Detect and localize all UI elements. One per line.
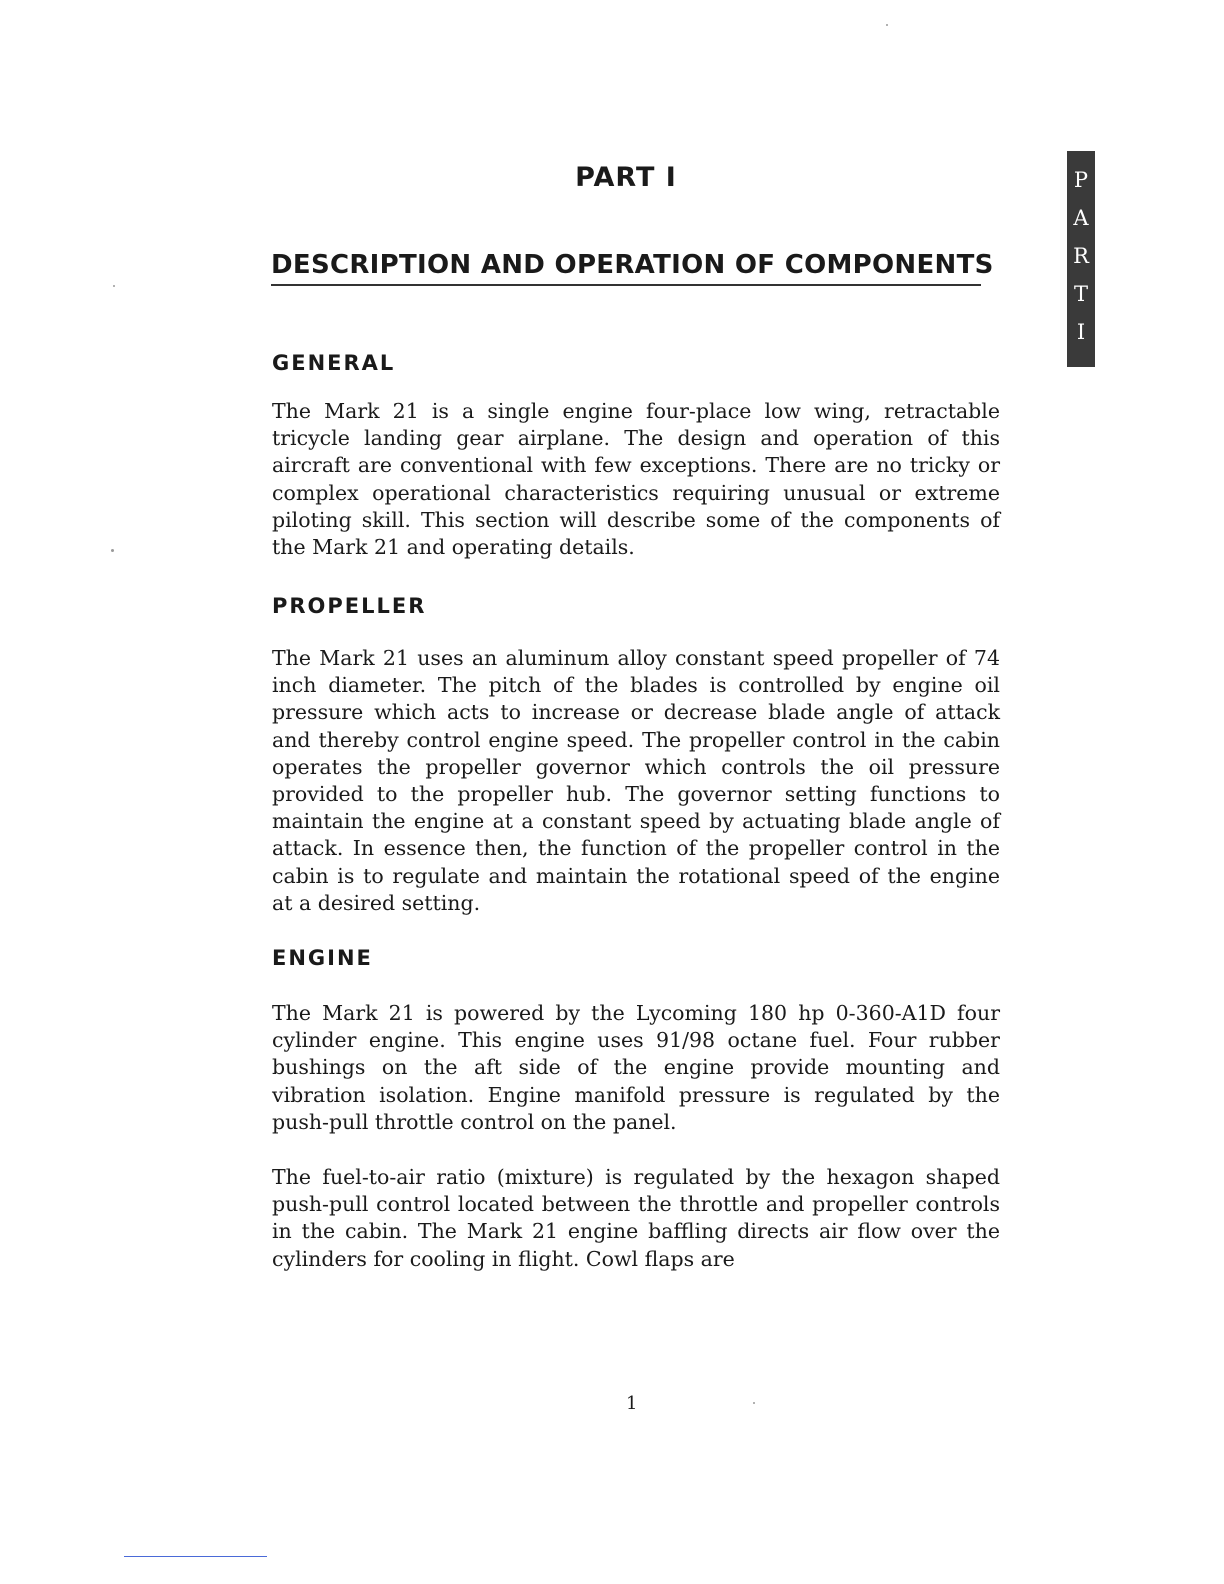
section-heading-engine: ENGINE bbox=[272, 946, 373, 970]
tab-letter: A bbox=[1073, 206, 1089, 230]
part-title: PART I bbox=[575, 162, 677, 193]
paragraph-propeller: The Mark 21 uses an aluminum alloy constant speed propeller of 74 inch diameter. The pitch of the blades is controlled by engine oil pressure which acts to increase or decrease blade angle of attack and thereby control engine speed. The propeller control in the cabin operates the propeller governor which controls the oil pressure provided to the propeller hub. The governor setting functions to maintain the engine at a constant speed by actuating blade angle of attack. In essence then, the function of the propeller control in the cabin is to regulate and maintain the rotational speed of the engine at a desired setting. bbox=[272, 646, 1000, 915]
footer-rule bbox=[124, 1556, 267, 1557]
paragraph-general: The Mark 21 is a single engine four-place low wing, retractable tricycle landing gear airplane. The design and operation of this aircraft are conventional with few exceptions. There are no tricky or complex operational characteristics requiring unusual or extreme piloting skill. This section will describe some of the components of the Mark 21 and operating details. bbox=[272, 399, 1000, 560]
section-heading-general: GENERAL bbox=[272, 351, 396, 375]
tab-letter: T bbox=[1073, 282, 1088, 306]
page-number: 1 bbox=[626, 1393, 638, 1414]
main-heading: DESCRIPTION AND OPERATION OF COMPONENTS bbox=[271, 250, 981, 286]
tab-letter: I bbox=[1076, 320, 1086, 344]
tab-letter: P bbox=[1073, 168, 1089, 192]
scan-speck bbox=[111, 549, 114, 552]
section-heading-propeller: PROPELLER bbox=[272, 594, 427, 618]
scan-speck bbox=[113, 285, 115, 287]
paragraph-engine-2: The fuel-to-air ratio (mixture) is regulated by the hexagon shaped push-pull control located between the throttle and propeller controls in the cabin. The Mark 21 engine baffling directs air flow over the cylinders for cooling in flight. Cowl flaps are bbox=[272, 1165, 1000, 1271]
paragraph-engine-1: The Mark 21 is powered by the Lycoming 180 hp 0-360-A1D four cylinder engine. This engine uses 91/98 octane fuel. Four rubber bushings on the aft side of the engine provide mounting and vibration isolation. Engine manifold pressure is regulated by the push-pull throttle control on the panel. bbox=[272, 1001, 1000, 1134]
scan-speck bbox=[886, 24, 888, 26]
scan-speck bbox=[753, 1402, 755, 1404]
tab-letter: R bbox=[1073, 244, 1089, 268]
